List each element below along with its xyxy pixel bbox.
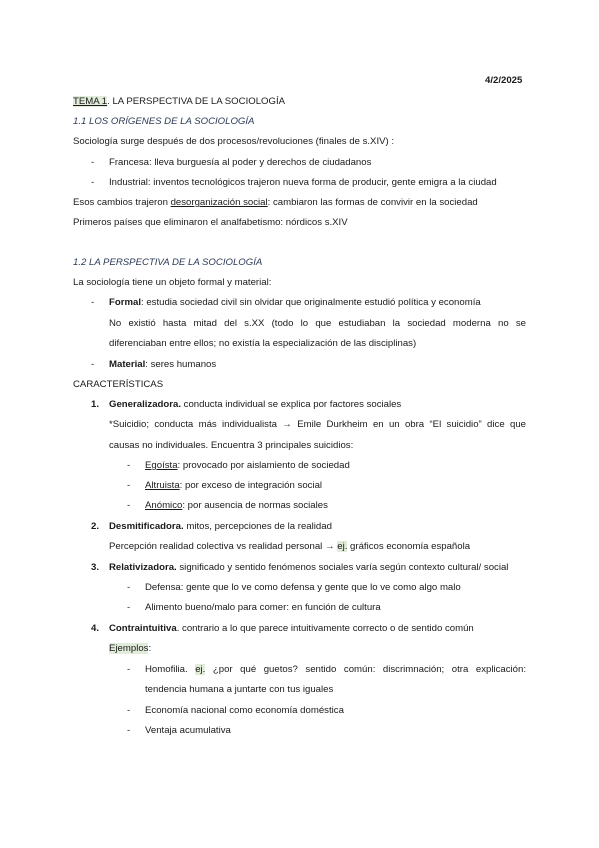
item-number: 1. <box>91 399 100 410</box>
item-term: Generalizadora. <box>109 399 181 410</box>
bullet-dash: - <box>127 500 131 511</box>
ejemplo-economia: Economía nacional como economía doméstica <box>145 705 344 716</box>
ejemplos-label <box>109 643 151 655</box>
caracteristicas-heading: CARACTERÍSTICAS <box>73 379 164 390</box>
item-text: conducta individual se explica por factores sociales <box>180 399 402 410</box>
ejemplos-term: Ejemplos <box>109 643 149 654</box>
item-term: Relativizadora. <box>109 562 177 573</box>
formal-term: Formal <box>109 297 141 308</box>
s2-formal <box>109 297 481 309</box>
s1-bullet-francesa: Francesa: lleva burguesía al poder y derechos de ciudadanos <box>109 157 372 168</box>
suicidio-line-1: *Suicidio; conducta más individualista → Emile Durkheim en un obra “El suicidio” dice que <box>109 419 526 430</box>
suicidio-line-2: causas no individuales. Encuentra 3 principales suicidios: <box>109 440 354 451</box>
bullet-dash: - <box>91 177 95 188</box>
item-desmitificadora <box>109 521 332 533</box>
material-term: Material <box>109 359 146 370</box>
cambios-term: desorganización social <box>170 197 268 208</box>
tema-title <box>73 96 285 108</box>
s2-formal-note-1: No existió hasta mitad del s.XX (todo lo que estudiaban la sociedad moderna no se <box>109 318 526 329</box>
suicidio-text: : por ausencia de normas sociales <box>182 500 328 511</box>
homofilia-line-1 <box>145 664 526 676</box>
homofilia-line-2: tendencia humana a juntarte con tus iguales <box>145 684 334 695</box>
formal-text: : estudia sociedad civil sin olvidar que originalmente estudió política y economía <box>141 297 481 308</box>
bullet-dash: - <box>127 582 131 593</box>
tema-label: TEMA 1 <box>73 96 108 107</box>
bullet-dash: - <box>127 480 131 491</box>
percepcion-post: gráficos economía española <box>347 541 471 552</box>
s2-material <box>109 359 216 371</box>
item-text: significado y sentido fenómenos sociales varía según contexto cultural/ social <box>176 562 509 573</box>
s1-cambios <box>73 197 478 209</box>
section-1-1-heading: 1.1 LOS ORÍGENES DE LA SOCIOLOGÍA <box>73 116 255 127</box>
section-1-2-heading: 1.2 LA PERSPECTIVA DE LA SOCIOLOGÍA <box>73 257 263 268</box>
bullet-dash: - <box>127 725 131 736</box>
bullet-dash: - <box>127 460 131 471</box>
s1-intro: Sociología surge después de dos procesos/revoluciones (finales de s.XIV) : <box>73 136 395 147</box>
homofilia-ej: ej. <box>195 664 206 675</box>
suicidio-egoista <box>145 460 350 472</box>
item-text: . contrario a lo que parece intuitivamente correcto o de sentido común <box>176 623 474 634</box>
s2-intro: La sociología tiene un objeto formal y material: <box>73 277 272 288</box>
item-contraintuitiva <box>109 623 474 635</box>
material-text: : seres humanos <box>145 359 217 370</box>
suicidio-term: Altruista <box>145 480 180 491</box>
suicidio-text: : por exceso de integración social <box>179 480 323 491</box>
item-text: mitos, percepciones de la realidad <box>183 521 332 532</box>
ejemplo-ventaja: Ventaja acumulativa <box>145 725 231 736</box>
ejemplos-colon: : <box>148 643 152 654</box>
s1-bullet-industrial: Industrial: inventos tecnológicos trajeron nueva forma de producir, gente emigra a la ciudad <box>109 177 497 188</box>
bullet-dash: - <box>127 664 131 675</box>
date: 4/2/2025 <box>485 75 523 86</box>
item-number: 2. <box>91 521 100 532</box>
cambios-pre: Esos cambios trajeron <box>73 197 171 208</box>
item-term: Contraintuitiva <box>109 623 177 634</box>
item-number: 4. <box>91 623 100 634</box>
s2-formal-note-2: diferenciaban entre ellos; no existía la especialización de las disciplinas) <box>109 338 417 349</box>
bullet-dash: - <box>127 705 131 716</box>
item-term: Desmitificadora. <box>109 521 184 532</box>
homofilia-post: ¿por qué guetos? sentido común: discrimnación; otra explicación: <box>205 664 526 675</box>
suicidio-term: Egoísta <box>145 460 178 471</box>
item-relativizadora <box>109 562 508 574</box>
relativ-alimento: Alimento bueno/malo para comer: en función de cultura <box>145 602 381 613</box>
bullet-dash: - <box>91 359 95 370</box>
suicidio-anomico <box>145 500 328 512</box>
percepcion-ej: ej. <box>337 541 348 552</box>
suicidio-altruista <box>145 480 322 492</box>
item-number: 3. <box>91 562 100 573</box>
bullet-dash: - <box>127 602 131 613</box>
percepcion-pre: Percepción realidad colectiva vs realidad personal → <box>109 541 338 552</box>
bullet-dash: - <box>91 157 95 168</box>
suicidio-term: Anómico <box>145 500 183 511</box>
cambios-post: : cambiaron las formas de convivir en la sociedad <box>267 197 478 208</box>
suicidio-text: : provocado por aislamiento de sociedad <box>177 460 350 471</box>
s1-paises: Primeros países que eliminaron el analfabetismo: nórdicos s.XIV <box>73 217 348 228</box>
tema-text: . LA PERSPECTIVA DE LA SOCIOLOGÍA <box>107 96 286 107</box>
homofilia-pre: Homofilia. <box>145 664 196 675</box>
item-generalizadora <box>109 399 401 411</box>
relativ-defensa: Defensa: gente que lo ve como defensa y gente que lo ve como algo malo <box>145 582 461 593</box>
percepcion <box>109 541 470 553</box>
bullet-dash: - <box>91 297 95 308</box>
